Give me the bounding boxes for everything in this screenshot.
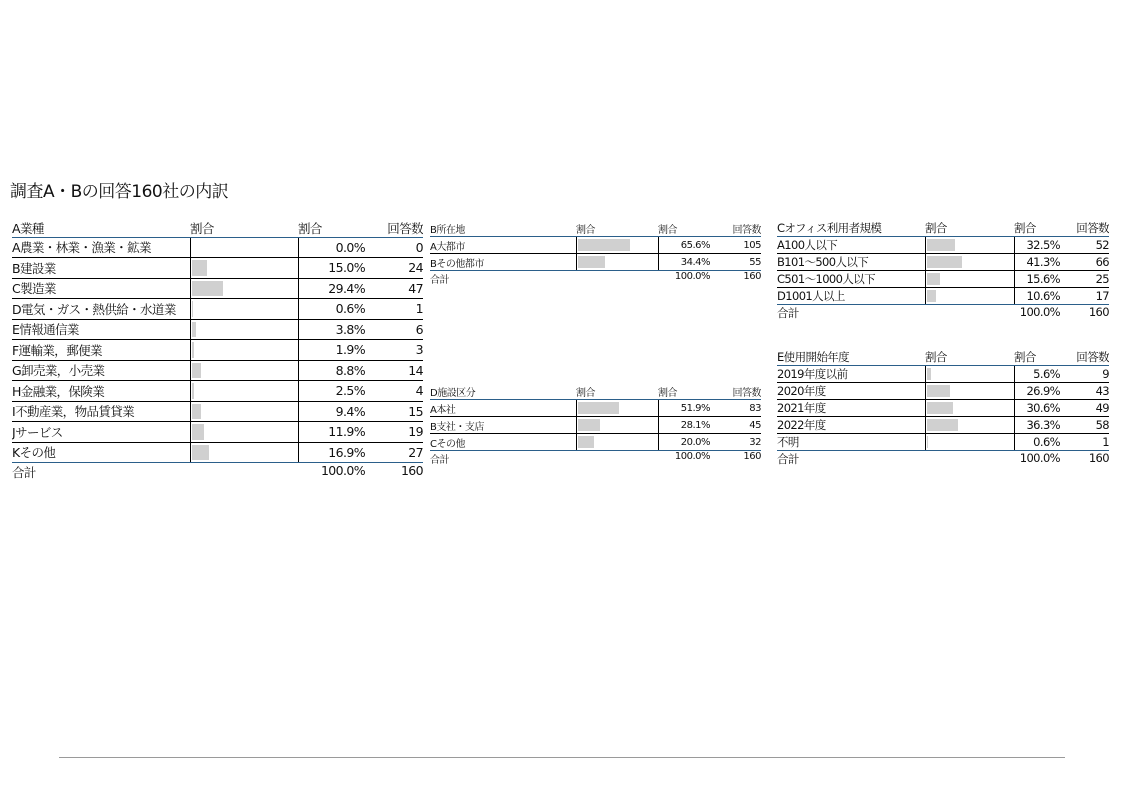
table-header — [430, 382, 761, 400]
ratio-bar — [927, 436, 928, 448]
ratio-bar-cell — [190, 360, 298, 381]
table-row — [777, 400, 1109, 417]
row-label: C製造業 — [12, 278, 190, 299]
ratio-bar-cell — [925, 271, 1014, 288]
row-pct: 2.5% — [298, 381, 368, 402]
table-row — [12, 278, 423, 299]
ratio-bar-cell — [190, 237, 298, 258]
header-pct: 割合 — [1014, 219, 1063, 237]
total-label: 合計 — [430, 451, 576, 468]
row-count: 0 — [368, 237, 423, 258]
row-pct: 20.0% — [658, 434, 713, 451]
ratio-bar-cell — [925, 400, 1014, 417]
total-label: 合計 — [777, 451, 925, 468]
ratio-bar-cell — [190, 278, 298, 299]
row-pct: 10.6% — [1014, 288, 1063, 305]
row-pct: 26.9% — [1014, 383, 1063, 400]
total-bar-empty — [576, 451, 658, 468]
table-row — [430, 237, 761, 254]
row-pct: 32.5% — [1014, 237, 1063, 254]
row-pct: 36.3% — [1014, 417, 1063, 434]
ratio-bar-cell — [925, 366, 1014, 383]
total-count: 160 — [1063, 451, 1109, 468]
table-row — [777, 434, 1109, 451]
row-label: A100人以下 — [777, 237, 925, 254]
header-count: 回答数 — [368, 216, 423, 237]
ratio-bar — [927, 256, 963, 268]
row-count: 49 — [1063, 400, 1109, 417]
row-label: A農業・林業・漁業・鉱業 — [12, 237, 190, 258]
table-total-row — [430, 271, 761, 288]
row-label: H金融業，保険業 — [12, 381, 190, 402]
total-label: 合計 — [430, 271, 576, 288]
total-count: 160 — [1063, 305, 1109, 322]
table-row — [12, 422, 423, 443]
total-pct: 100.0% — [658, 451, 713, 468]
total-pct: 100.0% — [1014, 305, 1063, 322]
table-row — [777, 237, 1109, 254]
row-count: 14 — [368, 360, 423, 381]
ratio-bar — [927, 402, 954, 414]
row-label: A大都市 — [430, 237, 576, 254]
row-label: B支社・支店 — [430, 417, 576, 434]
ratio-bar-cell — [190, 258, 298, 279]
table-row — [777, 366, 1109, 383]
table-row — [12, 401, 423, 422]
table-row — [12, 381, 423, 402]
ratio-bar — [192, 260, 208, 276]
header-pct: 割合 — [298, 216, 368, 237]
row-pct: 0.0% — [298, 237, 368, 258]
ratio-bar — [192, 445, 210, 461]
row-label: Bその他都市 — [430, 254, 576, 271]
table-row — [12, 340, 423, 361]
ratio-bar — [927, 239, 955, 251]
row-count: 6 — [368, 319, 423, 340]
table-row — [777, 383, 1109, 400]
row-label: Cその他 — [430, 434, 576, 451]
row-label: B建設業 — [12, 258, 190, 279]
row-pct: 3.8% — [298, 319, 368, 340]
ratio-bar — [192, 281, 223, 297]
ratio-bar — [578, 256, 606, 268]
ratio-bar-cell — [925, 383, 1014, 400]
row-pct: 51.9% — [658, 400, 713, 417]
ratio-bar — [192, 404, 202, 420]
ratio-bar — [578, 419, 600, 431]
row-label: D1001人以上 — [777, 288, 925, 305]
row-count: 15 — [368, 401, 423, 422]
ratio-bar-cell — [190, 442, 298, 463]
table-row — [12, 237, 423, 258]
row-label: B101～500人以下 — [777, 254, 925, 271]
ratio-bar — [927, 419, 959, 431]
row-label: 2022年度 — [777, 417, 925, 434]
row-count: 17 — [1063, 288, 1109, 305]
header-bar: 割合 — [925, 348, 1014, 366]
total-bar-empty — [576, 271, 658, 288]
ratio-bar — [192, 383, 195, 399]
ratio-bar — [192, 424, 205, 440]
row-count: 58 — [1063, 417, 1109, 434]
table-row — [430, 254, 761, 271]
table-row — [777, 254, 1109, 271]
total-count: 160 — [713, 271, 761, 288]
table-row — [777, 417, 1109, 434]
table-row — [430, 400, 761, 417]
row-label: 不明 — [777, 434, 925, 451]
row-count: 83 — [713, 400, 761, 417]
ratio-bar-cell — [576, 417, 658, 434]
table-header — [777, 348, 1109, 366]
header-count: 回答数 — [1063, 219, 1109, 237]
total-bar-empty — [925, 451, 1014, 468]
header-label: Cオフィス利用者規模 — [777, 219, 925, 237]
row-pct: 15.0% — [298, 258, 368, 279]
table-total-row — [12, 463, 423, 483]
row-count: 24 — [368, 258, 423, 279]
row-count: 25 — [1063, 271, 1109, 288]
total-label: 合計 — [12, 463, 190, 483]
row-count: 32 — [713, 434, 761, 451]
table-total-row — [777, 305, 1109, 322]
ratio-bar-cell — [190, 381, 298, 402]
row-count: 4 — [368, 381, 423, 402]
row-count: 66 — [1063, 254, 1109, 271]
ratio-bar-cell — [576, 400, 658, 417]
row-pct: 29.4% — [298, 278, 368, 299]
ratio-bar-cell — [925, 237, 1014, 254]
row-pct: 8.8% — [298, 360, 368, 381]
facility-table — [430, 382, 761, 467]
row-label: C501～1000人以下 — [777, 271, 925, 288]
row-pct: 16.9% — [298, 442, 368, 463]
row-count: 47 — [368, 278, 423, 299]
header-pct: 割合 — [658, 219, 713, 237]
row-pct: 30.6% — [1014, 400, 1063, 417]
row-pct: 65.6% — [658, 237, 713, 254]
ratio-bar — [192, 342, 194, 358]
header-label: A業種 — [12, 216, 190, 237]
ratio-bar — [578, 239, 630, 251]
table-row — [777, 288, 1109, 305]
table-row — [12, 258, 423, 279]
total-count: 160 — [368, 463, 423, 483]
row-label: 2021年度 — [777, 400, 925, 417]
ratio-bar — [927, 290, 936, 302]
row-count: 27 — [368, 442, 423, 463]
header-bar: 割合 — [576, 382, 658, 400]
row-pct: 11.9% — [298, 422, 368, 443]
location-table — [430, 219, 761, 287]
ratio-bar-cell — [190, 340, 298, 361]
total-pct: 100.0% — [658, 271, 713, 288]
ratio-bar-cell — [190, 422, 298, 443]
row-pct: 15.6% — [1014, 271, 1063, 288]
industry-table — [12, 216, 423, 483]
table-header — [430, 219, 761, 237]
row-count: 1 — [368, 299, 423, 320]
ratio-bar-cell — [190, 299, 298, 320]
table-header — [12, 216, 423, 237]
office-size-table — [777, 219, 1109, 321]
row-label: 2020年度 — [777, 383, 925, 400]
table-total-row — [430, 451, 761, 468]
header-count: 回答数 — [713, 382, 761, 400]
ratio-bar — [192, 322, 196, 338]
table-row — [12, 319, 423, 340]
footer-divider — [59, 757, 1065, 758]
ratio-bar-cell — [925, 434, 1014, 451]
header-label: D施設区分 — [430, 382, 576, 400]
header-bar: 割合 — [925, 219, 1014, 237]
row-pct: 1.9% — [298, 340, 368, 361]
row-label: 2019年度以前 — [777, 366, 925, 383]
row-label: D電気・ガス・熱供給・水道業 — [12, 299, 190, 320]
row-label: Jサービス — [12, 422, 190, 443]
total-pct: 100.0% — [1014, 451, 1063, 468]
row-label: F運輸業，郵便業 — [12, 340, 190, 361]
page-title: 調査A・Bの回答160社の内訳 — [10, 182, 229, 202]
table-row — [430, 417, 761, 434]
row-count: 45 — [713, 417, 761, 434]
ratio-bar — [927, 273, 941, 285]
row-count: 52 — [1063, 237, 1109, 254]
start-year-table — [777, 348, 1109, 467]
total-count: 160 — [713, 451, 761, 468]
ratio-bar-cell — [190, 401, 298, 422]
row-pct: 0.6% — [1014, 434, 1063, 451]
ratio-bar-cell — [925, 288, 1014, 305]
row-label: I不動産業，物品賃貸業 — [12, 401, 190, 422]
header-pct: 割合 — [1014, 348, 1063, 366]
ratio-bar-cell — [925, 417, 1014, 434]
ratio-bar-cell — [190, 319, 298, 340]
ratio-bar-cell — [925, 254, 1014, 271]
row-label: E情報通信業 — [12, 319, 190, 340]
table-row — [12, 299, 423, 320]
ratio-bar-cell — [576, 254, 658, 271]
ratio-bar — [927, 368, 932, 380]
row-label: Kその他 — [12, 442, 190, 463]
table-row — [777, 271, 1109, 288]
row-label: G卸売業，小売業 — [12, 360, 190, 381]
row-pct: 41.3% — [1014, 254, 1063, 271]
header-bar: 割合 — [576, 219, 658, 237]
row-pct: 9.4% — [298, 401, 368, 422]
total-bar-empty — [925, 305, 1014, 322]
row-count: 1 — [1063, 434, 1109, 451]
row-count: 55 — [713, 254, 761, 271]
total-pct: 100.0% — [298, 463, 368, 483]
row-count: 43 — [1063, 383, 1109, 400]
header-bar: 割合 — [190, 216, 298, 237]
table-row — [12, 442, 423, 463]
table-header — [777, 219, 1109, 237]
row-count: 3 — [368, 340, 423, 361]
row-pct: 0.6% — [298, 299, 368, 320]
header-count: 回答数 — [1063, 348, 1109, 366]
ratio-bar — [578, 436, 594, 448]
table-total-row — [777, 451, 1109, 468]
ratio-bar-cell — [576, 434, 658, 451]
header-count: 回答数 — [713, 219, 761, 237]
ratio-bar-cell — [576, 237, 658, 254]
total-label: 合計 — [777, 305, 925, 322]
header-label: E使用開始年度 — [777, 348, 925, 366]
row-pct: 34.4% — [658, 254, 713, 271]
table-row — [12, 360, 423, 381]
row-pct: 5.6% — [1014, 366, 1063, 383]
header-pct: 割合 — [658, 382, 713, 400]
ratio-bar — [578, 402, 620, 414]
ratio-bar — [192, 363, 201, 379]
row-pct: 28.1% — [658, 417, 713, 434]
total-bar-empty — [190, 463, 298, 483]
row-count: 19 — [368, 422, 423, 443]
header-label: B所在地 — [430, 219, 576, 237]
ratio-bar — [192, 301, 193, 317]
ratio-bar — [927, 385, 950, 397]
row-count: 9 — [1063, 366, 1109, 383]
table-row — [430, 434, 761, 451]
row-count: 105 — [713, 237, 761, 254]
row-label: A本社 — [430, 400, 576, 417]
